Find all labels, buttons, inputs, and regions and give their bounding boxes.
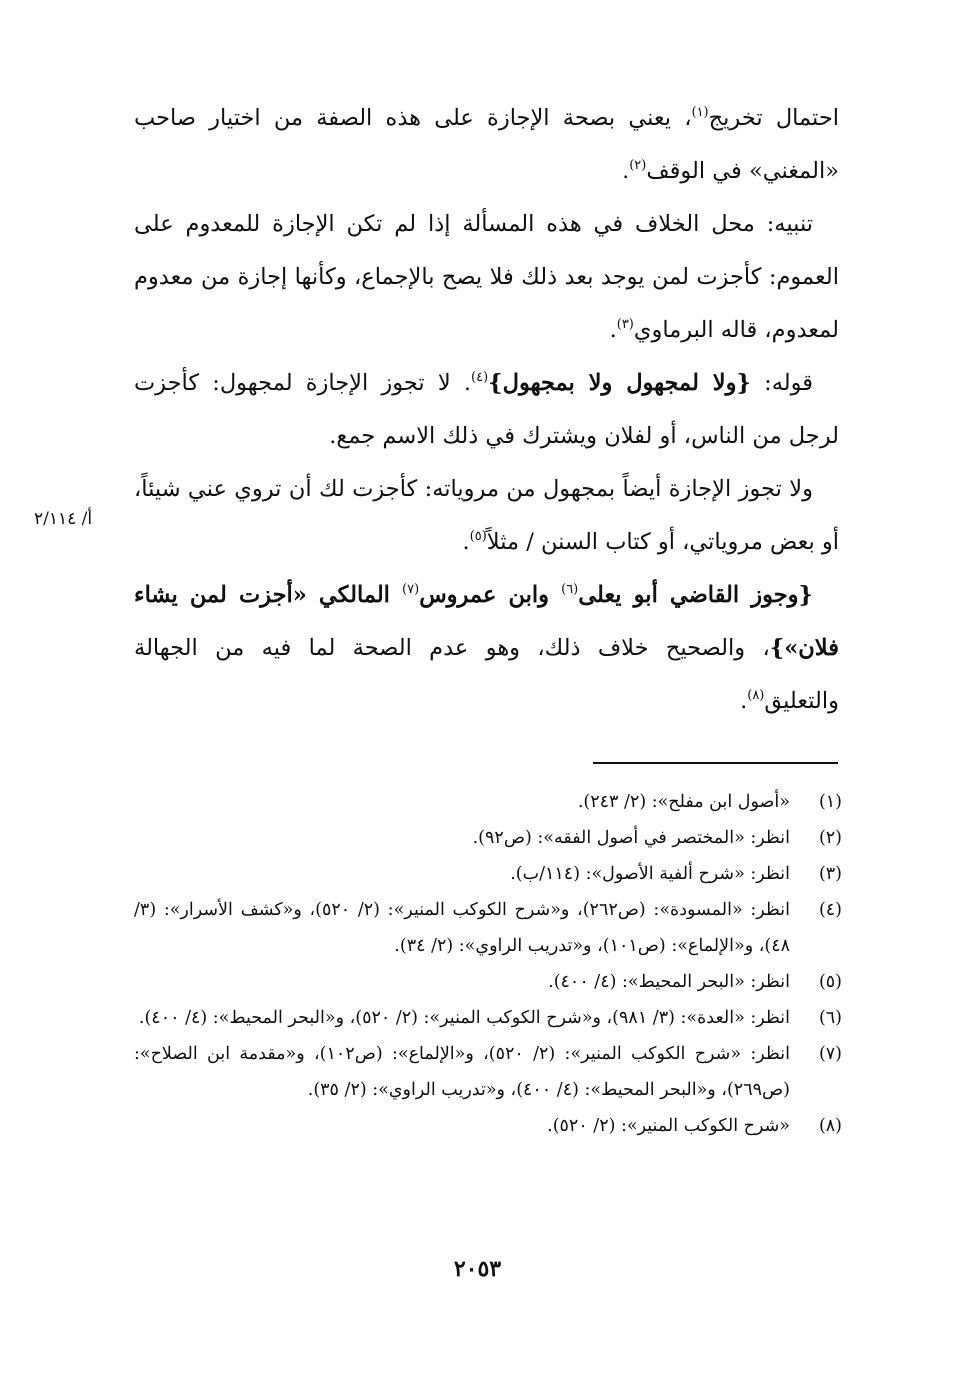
text-span: تنبيه: محل الخلاف في هذه المسألة إذا لم تكن الإجازة للمعدوم على العموم: كأجزت لمن يوجد بعد ذلك فلا يصح بالإجماع، وكأنها إجازة من معدوم لمعدوم، قاله البرماوي	[134, 211, 839, 343]
footnote-text: «أصول ابن مفلح»: (٢/ ٢٤٣).	[577, 792, 790, 812]
quoted-matn: المالكي «أجزت لمن يشاء فلان»}	[134, 582, 839, 661]
manuscript-folio-marker: أ/ ٢/١١٤	[34, 509, 93, 529]
footnote-text: انظر: «شرح الكوكب المنير»: (٢/ ٥٢٠)، و«الإلماع»: (ص١٠٢)، و«مقدمة ابن الصلاح»: (ص٢٦٩)، و«البحر المحيط»: (٤/ ٤٠٠)، و«تدريب الراوي»: (٢/ ٣٥).	[134, 1044, 790, 1100]
footnote-item	[134, 1000, 842, 1036]
footnote-text: انظر: «المسودة»: (ص٢٦٢)، و«شرح الكوكب المنير»: (٢/ ٥٢٠)، و«كشف الأسرار»: (٣/ ٤٨)، و«الإلماع»: (ص١٠١)، و«تدريب الراوي»: (٢/ ٣٤).	[134, 900, 790, 956]
footnote-text: انظر: «المختصر في أصول الفقه»: (ص٩٢).	[472, 828, 790, 848]
footnote-text: انظر: «البحر المحيط»: (٤/ ٤٠٠).	[548, 972, 790, 992]
footnote-item	[134, 892, 842, 964]
footnote-number: (٦)	[818, 1008, 842, 1028]
page-number: ٢٠٥٣	[453, 1256, 502, 1282]
footnote-ref[interactable]: (١)	[691, 105, 709, 120]
text-span: . لا تجوز الإجازة لمجهول: كأجزت لرجل من الناس، أو لفلان ويشترك في ذلك الاسم جمع.	[134, 370, 839, 449]
text-span: ولا تجوز الإجازة أيضاً بمجهول من مروياته: كأجزت لك أن تروي عني شيئاً، أو بعض مروياتي، أو كتاب السنن / مثلاً	[134, 476, 839, 555]
quoted-matn: {ولا لمجهول ولا بمجهول}	[488, 370, 751, 396]
footnote-item	[134, 1036, 842, 1108]
footnote-item	[134, 820, 842, 856]
footnote-text: «شرح الكوكب المنير»: (٢/ ٥٢٠).	[547, 1116, 790, 1136]
footnote-text: انظر: «العدة»: (٣/ ٩٨١)، و«شرح الكوكب المنير»: (٢/ ٥٢٠)، و«البحر المحيط»: (٤/ ٤٠٠).	[138, 1008, 790, 1028]
footnote-number: (١)	[818, 792, 842, 812]
paragraph-4	[134, 463, 839, 569]
footnotes	[134, 784, 842, 1144]
text-span: .	[609, 317, 617, 343]
footnote-item	[134, 964, 842, 1000]
footnote-number: (٣)	[818, 864, 842, 884]
text-span: احتمال تخريج	[708, 105, 839, 131]
footnote-item	[134, 784, 842, 820]
paragraph-3	[134, 357, 839, 463]
footnote-ref[interactable]: (٤)	[471, 370, 489, 385]
text-span: ، يعني بصحة الإجازة على هذه الصفة من اختيار صاحب «المغني» في الوقف	[134, 105, 839, 184]
footnote-number: (٤)	[818, 900, 842, 920]
paragraph-2	[134, 198, 839, 357]
text-span: .	[740, 688, 748, 714]
footnote-ref[interactable]: (٢)	[629, 158, 647, 173]
footnote-ref[interactable]: (٦)	[561, 582, 579, 597]
footnote-item	[134, 1108, 842, 1144]
footnote-ref[interactable]: (٥)	[469, 529, 487, 544]
text-span: .	[462, 529, 470, 555]
main-text	[134, 92, 839, 728]
footnote-item	[134, 856, 842, 892]
text-span: .	[622, 158, 630, 184]
footnote-number: (٢)	[818, 828, 842, 848]
text-span: قوله:	[750, 370, 814, 396]
footnote-ref[interactable]: (٣)	[616, 317, 634, 332]
paragraph-5	[134, 569, 839, 728]
footnote-number: (٨)	[818, 1116, 842, 1136]
paragraph-1	[134, 92, 839, 198]
text-span: ، والصحيح خلاف ذلك، وهو عدم الصحة لما فيه من الجهالة والتعليق	[134, 635, 839, 714]
footnote-ref[interactable]: (٨)	[747, 688, 765, 703]
footnote-number: (٥)	[818, 972, 842, 992]
quoted-matn: {وجوز القاضي أبو يعلى	[578, 582, 813, 608]
footnote-separator	[593, 762, 838, 764]
footnote-number: (٧)	[818, 1044, 842, 1064]
quoted-matn: وابن عمروس	[419, 582, 562, 608]
footnote-ref[interactable]: (٧)	[402, 582, 420, 597]
footnote-text: انظر: «شرح ألفية الأصول»: (١١٤/ب).	[510, 864, 790, 884]
